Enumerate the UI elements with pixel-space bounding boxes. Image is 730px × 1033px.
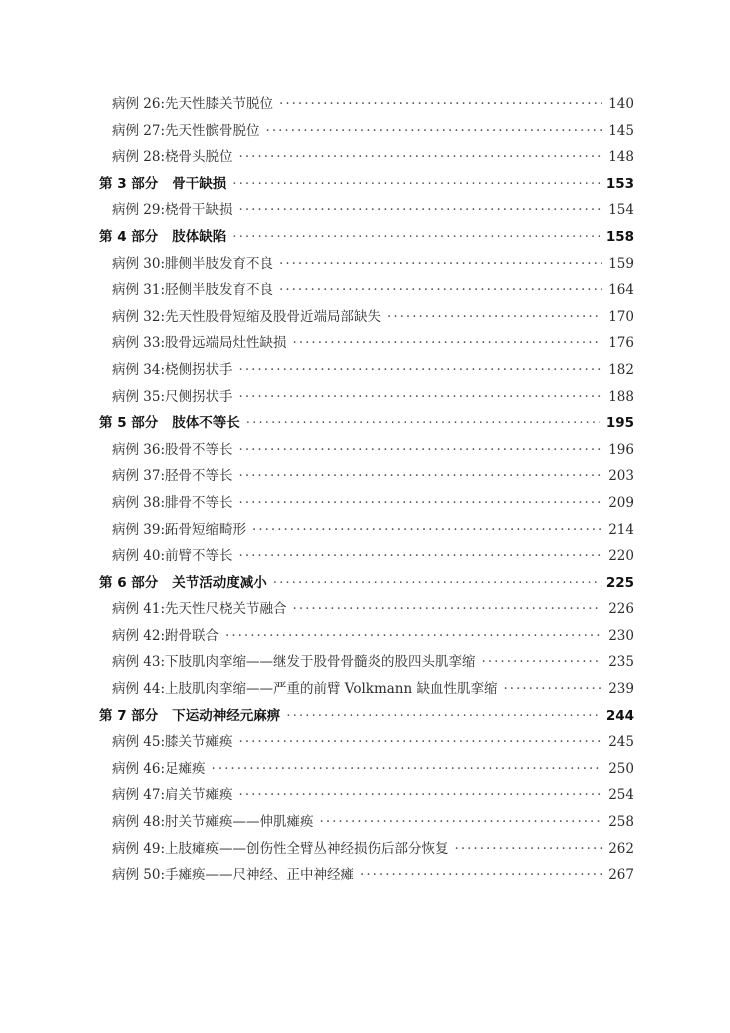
toc-entry-case-50[interactable] — [0, 862, 634, 889]
dot-leader — [232, 224, 600, 251]
case-title: 病例 48:肘关节瘫痪——伸肌瘫痪 — [112, 814, 314, 831]
page-number: 203 — [608, 468, 634, 485]
toc-entry-case-44[interactable] — [0, 676, 634, 703]
case-title: 病例 41:先天性尺桡关节融合 — [112, 601, 287, 618]
dot-leader — [279, 91, 602, 118]
case-title: 病例 27:先天性髌骨脱位 — [112, 122, 260, 139]
part-title: 关节活动度减小 — [172, 574, 267, 591]
dot-leader — [239, 490, 603, 517]
page-number: 267 — [608, 867, 634, 884]
page-number: 258 — [608, 814, 634, 831]
case-title: 病例 40:前臂不等长 — [112, 548, 233, 565]
page-number: 254 — [608, 787, 634, 804]
case-title: 病例 35:尺侧拐状手 — [112, 388, 233, 405]
page-number: 220 — [608, 548, 634, 565]
case-title: 病例 47:肩关节瘫痪 — [112, 787, 233, 804]
page-number: 145 — [608, 122, 634, 139]
case-title: 病例 30:腓侧半肢发育不良 — [112, 255, 274, 272]
case-title: 病例 49:上肢瘫痪——创伤性全臂丛神经损伤后部分恢复 — [112, 840, 449, 857]
page-number: 262 — [608, 840, 634, 857]
part-number: 第 7 部分 — [99, 707, 159, 724]
toc-entry-case-35[interactable] — [0, 384, 634, 411]
toc-entry-case-31[interactable] — [0, 277, 634, 304]
page-number: 235 — [608, 654, 634, 671]
case-title: 病例 42:跗骨联合 — [112, 627, 220, 644]
dot-leader — [320, 809, 603, 836]
case-title: 病例 44:上肢肌肉挛缩——严重的前臂 Volkmann 缺血性肌挛缩 — [112, 681, 498, 698]
page-number: 226 — [608, 601, 634, 618]
page-number: 195 — [605, 415, 634, 432]
page-number: 140 — [608, 96, 634, 112]
case-title: 病例 33:股骨远端局灶性缺损 — [112, 335, 287, 352]
toc-entry-part-7[interactable] — [0, 703, 634, 730]
dot-leader — [225, 623, 602, 650]
case-title: 病例 26:先天性膝关节脱位 — [112, 96, 274, 112]
page-number: 182 — [608, 361, 634, 378]
dot-leader — [387, 304, 602, 331]
toc-entry-case-39[interactable] — [0, 517, 634, 544]
case-title: 病例 45:膝关节瘫痪 — [112, 734, 233, 751]
toc-entry-case-37[interactable] — [0, 463, 634, 490]
dot-leader — [279, 277, 602, 304]
part-title: 下运动神经元麻痹 — [172, 707, 281, 724]
toc-entry-case-43[interactable] — [0, 649, 634, 676]
toc-entry-case-27[interactable] — [0, 118, 634, 145]
dot-leader — [212, 756, 603, 783]
dot-leader — [252, 517, 602, 544]
toc-entry-part-3[interactable] — [0, 171, 634, 198]
toc-entry-case-34[interactable] — [0, 357, 634, 384]
dot-leader — [239, 543, 603, 570]
toc-entry-case-29[interactable] — [0, 197, 634, 224]
toc-entry-case-42[interactable] — [0, 623, 634, 650]
dot-leader — [239, 437, 603, 464]
toc-entry-case-36[interactable] — [0, 437, 634, 464]
toc-entry-part-4[interactable] — [0, 224, 634, 251]
case-title: 病例 36:股骨不等长 — [112, 441, 233, 458]
dot-leader — [286, 703, 600, 730]
dot-leader — [239, 463, 603, 490]
page-number: 153 — [605, 175, 634, 192]
part-number: 第 4 部分 — [99, 228, 159, 245]
dot-leader — [239, 782, 603, 809]
dot-leader — [239, 384, 603, 411]
case-title: 病例 50:手瘫痪——尺神经、正中神经瘫 — [112, 867, 355, 884]
dot-leader — [246, 410, 600, 437]
dot-leader — [239, 197, 603, 224]
toc-entry-case-45[interactable] — [0, 729, 634, 756]
case-title: 病例 34:桡侧拐状手 — [112, 361, 233, 378]
toc-entry-case-47[interactable] — [0, 782, 634, 809]
dot-leader — [279, 251, 602, 278]
page-number: 170 — [608, 308, 634, 325]
page-number: 188 — [608, 388, 634, 405]
dot-leader — [455, 836, 603, 863]
page-number: 154 — [608, 202, 634, 219]
toc-entry-case-26[interactable] — [0, 91, 634, 118]
page-number: 245 — [608, 734, 634, 751]
page-number: 225 — [605, 574, 634, 591]
toc-entry-case-46[interactable] — [0, 756, 634, 783]
dot-leader — [293, 596, 603, 623]
toc-entry-case-49[interactable] — [0, 836, 634, 863]
toc-entry-case-40[interactable] — [0, 543, 634, 570]
toc-entry-case-28[interactable] — [0, 144, 634, 171]
dot-leader — [232, 171, 600, 198]
page-number: 250 — [608, 760, 634, 777]
toc-entry-part-6[interactable] — [0, 570, 634, 597]
page-number: 244 — [605, 707, 634, 724]
page-number: 158 — [605, 228, 634, 245]
toc-entry-part-5[interactable] — [0, 410, 634, 437]
part-number: 第 3 部分 — [99, 175, 159, 192]
page-number: 159 — [608, 255, 634, 272]
part-title: 骨干缺损 — [172, 175, 227, 192]
dot-leader — [266, 118, 603, 145]
page-number: 214 — [608, 521, 634, 538]
page-number: 176 — [608, 335, 634, 352]
dot-leader — [482, 649, 603, 676]
page-number: 209 — [608, 494, 634, 511]
dot-leader — [239, 729, 603, 756]
dot-leader — [273, 570, 600, 597]
page-number: 164 — [608, 282, 634, 299]
part-number: 第 6 部分 — [99, 574, 159, 591]
dot-leader — [360, 862, 602, 889]
page-number: 196 — [608, 441, 634, 458]
dot-leader — [293, 330, 603, 357]
toc-entry-case-48[interactable] — [0, 809, 634, 836]
case-title: 病例 43:下肢肌肉挛缩——继发于股骨骨髓炎的股四头肌挛缩 — [112, 654, 476, 671]
toc-entry-case-33[interactable] — [0, 330, 634, 357]
part-title: 肢体缺陷 — [172, 228, 227, 245]
page-number: 148 — [608, 149, 634, 166]
toc-entry-case-30[interactable] — [0, 251, 634, 278]
toc-entry-case-38[interactable] — [0, 490, 634, 517]
case-title: 病例 39:跖骨短缩畸形 — [112, 521, 247, 538]
part-title: 肢体不等长 — [172, 415, 240, 432]
case-title: 病例 29:桡骨干缺损 — [112, 202, 233, 219]
dot-leader — [239, 357, 603, 384]
case-title: 病例 38:腓骨不等长 — [112, 494, 233, 511]
case-title: 病例 32:先天性股骨短缩及股骨近端局部缺失 — [112, 308, 382, 325]
case-title: 病例 31:胫侧半肢发育不良 — [112, 282, 274, 299]
dot-leader — [503, 676, 602, 703]
case-title: 病例 46:足瘫痪 — [112, 760, 206, 777]
toc-entry-case-32[interactable] — [0, 304, 634, 331]
table-of-contents — [0, 91, 730, 889]
page-number: 239 — [608, 681, 634, 698]
case-title: 病例 28:桡骨头脱位 — [112, 149, 233, 166]
dot-leader — [239, 144, 603, 171]
page-number: 230 — [608, 627, 634, 644]
case-title: 病例 37:胫骨不等长 — [112, 468, 233, 485]
toc-entry-case-41[interactable] — [0, 596, 634, 623]
part-number: 第 5 部分 — [99, 415, 159, 432]
